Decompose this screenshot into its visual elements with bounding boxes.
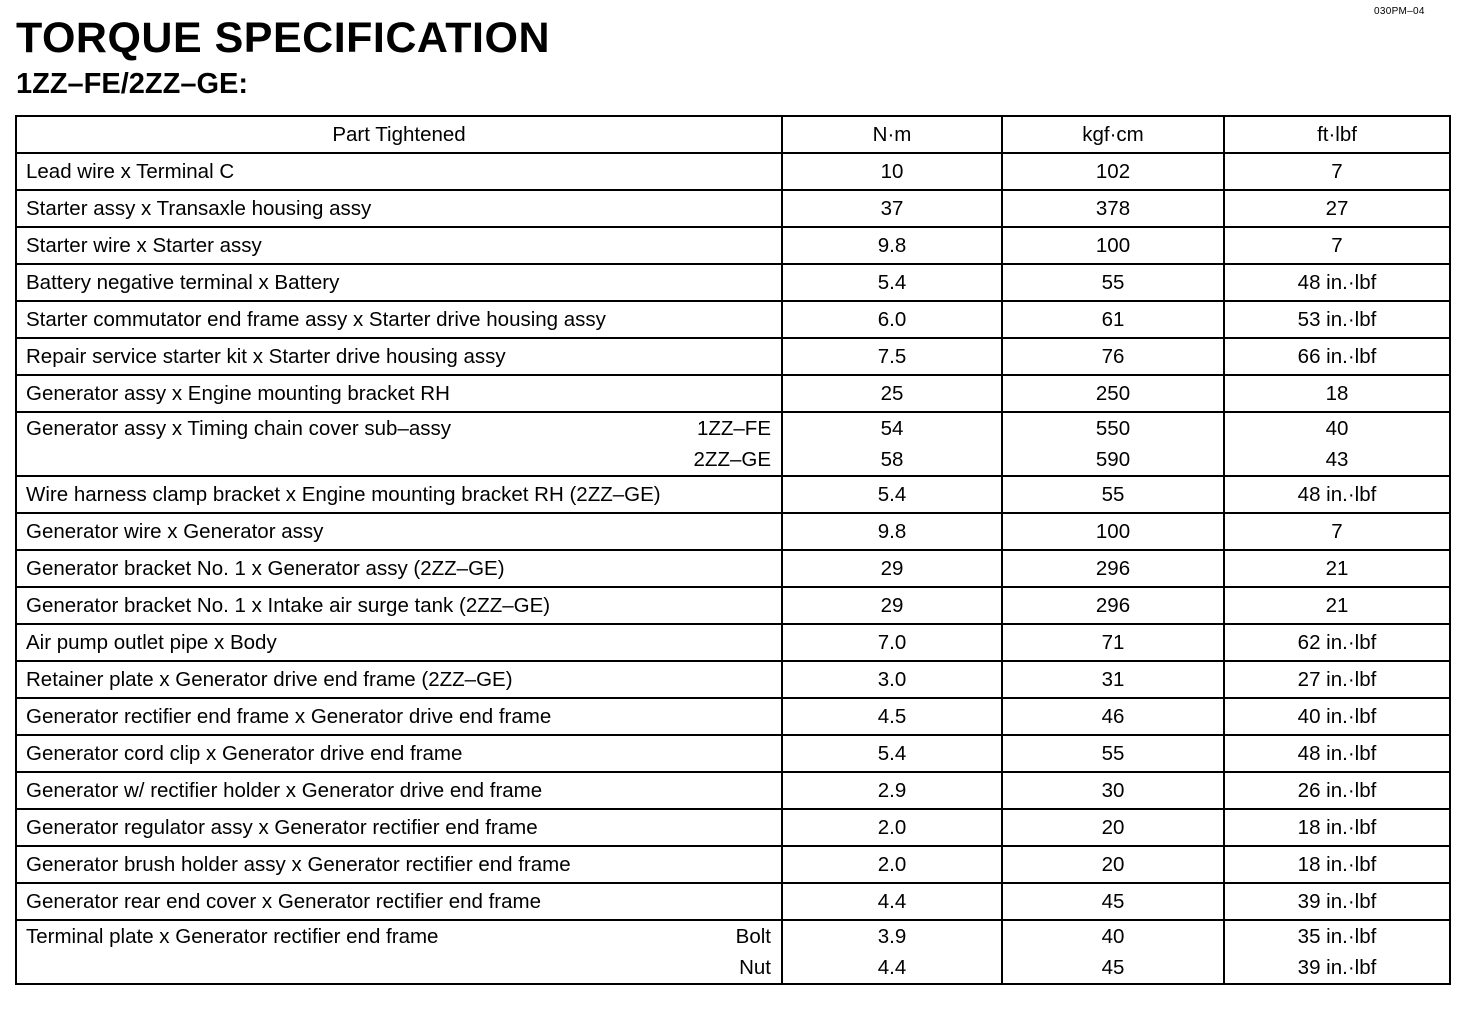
nm-cell: 37: [782, 190, 1002, 227]
table-row: [16, 772, 1450, 809]
part-cell: Generator rectifier end frame x Generator drive end frame: [16, 698, 782, 735]
part-cell: [16, 412, 782, 476]
ftlbf-cell: 48 in.·lbf: [1224, 476, 1450, 513]
nm-cell-value: 4.4: [877, 956, 907, 979]
kgfcm-cell: 31: [1002, 661, 1224, 698]
kgfcm-cell: 20: [1002, 846, 1224, 883]
ftlbf-cell: 66 in.·lbf: [1224, 338, 1450, 375]
table-row: [16, 550, 1450, 587]
table-row: [16, 153, 1450, 190]
table-row: [16, 190, 1450, 227]
ftlbf-cell-value: 40: [1325, 417, 1349, 440]
variant-label: Nut: [739, 956, 771, 979]
table-row: [16, 301, 1450, 338]
kgfcm-cell: 100: [1002, 513, 1224, 550]
table-header-row: [16, 116, 1450, 153]
part-name: Generator assy x Timing chain cover sub–assy: [26, 417, 451, 440]
ftlbf-cell: 27 in.·lbf: [1224, 661, 1450, 698]
ftlbf-cell: 27: [1224, 190, 1450, 227]
table-row: [16, 338, 1450, 375]
part-cell: Lead wire x Terminal C: [16, 153, 782, 190]
ftlbf-cell: 18 in.·lbf: [1224, 809, 1450, 846]
table-row: [16, 809, 1450, 846]
table-row: [16, 412, 1450, 476]
table-row: [16, 513, 1450, 550]
nm-cell: 2.0: [782, 809, 1002, 846]
nm-cell: 7.0: [782, 624, 1002, 661]
kgfcm-cell: 46: [1002, 698, 1224, 735]
part-name: Terminal plate x Generator rectifier end frame: [26, 925, 439, 948]
nm-cell: 10: [782, 153, 1002, 190]
kgfcm-cell: 296: [1002, 587, 1224, 624]
variant-label: 2ZZ–GE: [693, 448, 771, 471]
variant-label: Bolt: [735, 925, 771, 948]
ftlbf-cell: [1224, 412, 1450, 476]
kgfcm-cell: 45: [1002, 883, 1224, 920]
nm-cell-value: 58: [880, 448, 904, 471]
table-row: [16, 661, 1450, 698]
ftlbf-cell: 18: [1224, 375, 1450, 412]
nm-cell-value: 54: [880, 417, 904, 440]
kgfcm-cell: 76: [1002, 338, 1224, 375]
kgfcm-cell: 71: [1002, 624, 1224, 661]
kgfcm-cell-value: 45: [1101, 956, 1125, 979]
kgfcm-cell: 296: [1002, 550, 1224, 587]
table-row: [16, 883, 1450, 920]
kgfcm-cell: 100: [1002, 227, 1224, 264]
part-cell: Generator rear end cover x Generator rectifier end frame: [16, 883, 782, 920]
ftlbf-cell: 26 in.·lbf: [1224, 772, 1450, 809]
variant-label: 1ZZ–FE: [696, 417, 771, 440]
kgfcm-cell: 55: [1002, 735, 1224, 772]
part-cell: Generator wire x Generator assy: [16, 513, 782, 550]
kgfcm-cell-value: 590: [1095, 448, 1131, 471]
table-row: [16, 920, 1450, 984]
part-cell: Generator assy x Engine mounting bracket RH: [16, 375, 782, 412]
part-cell: Starter wire x Starter assy: [16, 227, 782, 264]
kgfcm-cell-value: 550: [1095, 417, 1131, 440]
header-part-tightened: Part Tightened: [16, 116, 782, 153]
part-cell: Generator w/ rectifier holder x Generator drive end frame: [16, 772, 782, 809]
table-row: [16, 735, 1450, 772]
part-cell: [16, 920, 782, 984]
table-row: [16, 698, 1450, 735]
ftlbf-cell: 62 in.·lbf: [1224, 624, 1450, 661]
kgfcm-cell: 102: [1002, 153, 1224, 190]
kgfcm-cell: 55: [1002, 476, 1224, 513]
kgfcm-cell: 378: [1002, 190, 1224, 227]
variant-labels: [694, 413, 771, 475]
nm-cell: 25: [782, 375, 1002, 412]
table-row: [16, 375, 1450, 412]
ftlbf-cell: [1224, 920, 1450, 984]
nm-cell: 3.0: [782, 661, 1002, 698]
nm-cell: 2.0: [782, 846, 1002, 883]
kgfcm-cell-value: 40: [1101, 925, 1125, 948]
nm-cell: 9.8: [782, 227, 1002, 264]
kgfcm-cell: [1002, 920, 1224, 984]
nm-cell: 4.5: [782, 698, 1002, 735]
ftlbf-cell: 18 in.·lbf: [1224, 846, 1450, 883]
part-cell: Generator cord clip x Generator drive end frame: [16, 735, 782, 772]
part-cell: Retainer plate x Generator drive end frame (2ZZ–GE): [16, 661, 782, 698]
document-code: 030PM–04: [1374, 6, 1425, 17]
part-cell: Generator regulator assy x Generator rectifier end frame: [16, 809, 782, 846]
part-cell: Starter commutator end frame assy x Starter drive housing assy: [16, 301, 782, 338]
table-row: [16, 264, 1450, 301]
nm-cell: 9.8: [782, 513, 1002, 550]
ftlbf-cell: 48 in.·lbf: [1224, 735, 1450, 772]
nm-cell-value: 3.9: [877, 925, 907, 948]
part-cell: Air pump outlet pipe x Body: [16, 624, 782, 661]
table-row: [16, 624, 1450, 661]
ftlbf-cell: 40 in.·lbf: [1224, 698, 1450, 735]
page-title: TORQUE SPECIFICATION: [16, 14, 550, 62]
table-row: [16, 587, 1450, 624]
nm-cell: 2.9: [782, 772, 1002, 809]
kgfcm-cell: 55: [1002, 264, 1224, 301]
ftlbf-cell: 7: [1224, 227, 1450, 264]
ftlbf-cell-value: 35 in.·lbf: [1297, 925, 1377, 948]
table-row: [16, 227, 1450, 264]
header-kgfcm: kgf·cm: [1002, 116, 1224, 153]
part-cell: Wire harness clamp bracket x Engine mounting bracket RH (2ZZ–GE): [16, 476, 782, 513]
ftlbf-cell: 53 in.·lbf: [1224, 301, 1450, 338]
nm-cell: 7.5: [782, 338, 1002, 375]
part-cell: Generator bracket No. 1 x Generator assy (2ZZ–GE): [16, 550, 782, 587]
ftlbf-cell-value: 43: [1325, 448, 1349, 471]
kgfcm-cell: [1002, 412, 1224, 476]
part-cell: Generator brush holder assy x Generator rectifier end frame: [16, 846, 782, 883]
table-row: [16, 846, 1450, 883]
nm-cell: 6.0: [782, 301, 1002, 338]
ftlbf-cell: 21: [1224, 550, 1450, 587]
table-row: [16, 476, 1450, 513]
nm-cell: 29: [782, 587, 1002, 624]
nm-cell: 5.4: [782, 264, 1002, 301]
ftlbf-cell: 7: [1224, 513, 1450, 550]
ftlbf-cell: 7: [1224, 153, 1450, 190]
torque-spec-table: [15, 115, 1451, 985]
ftlbf-cell: 39 in.·lbf: [1224, 883, 1450, 920]
kgfcm-cell: 30: [1002, 772, 1224, 809]
part-cell: Battery negative terminal x Battery: [16, 264, 782, 301]
ftlbf-cell: 48 in.·lbf: [1224, 264, 1450, 301]
nm-cell: 29: [782, 550, 1002, 587]
ftlbf-cell-value: 39 in.·lbf: [1297, 956, 1377, 979]
part-cell: Starter assy x Transaxle housing assy: [16, 190, 782, 227]
header-nm: N·m: [782, 116, 1002, 153]
kgfcm-cell: 20: [1002, 809, 1224, 846]
header-ftlbf: ft·lbf: [1224, 116, 1450, 153]
nm-cell: [782, 920, 1002, 984]
nm-cell: 5.4: [782, 735, 1002, 772]
kgfcm-cell: 250: [1002, 375, 1224, 412]
nm-cell: [782, 412, 1002, 476]
kgfcm-cell: 61: [1002, 301, 1224, 338]
table-body: [16, 153, 1450, 984]
nm-cell: 4.4: [782, 883, 1002, 920]
nm-cell: 5.4: [782, 476, 1002, 513]
variant-labels: [736, 921, 771, 983]
part-cell: Repair service starter kit x Starter drive housing assy: [16, 338, 782, 375]
ftlbf-cell: 21: [1224, 587, 1450, 624]
engine-subtitle: 1ZZ–FE/2ZZ–GE:: [16, 68, 249, 100]
part-cell: Generator bracket No. 1 x Intake air surge tank (2ZZ–GE): [16, 587, 782, 624]
